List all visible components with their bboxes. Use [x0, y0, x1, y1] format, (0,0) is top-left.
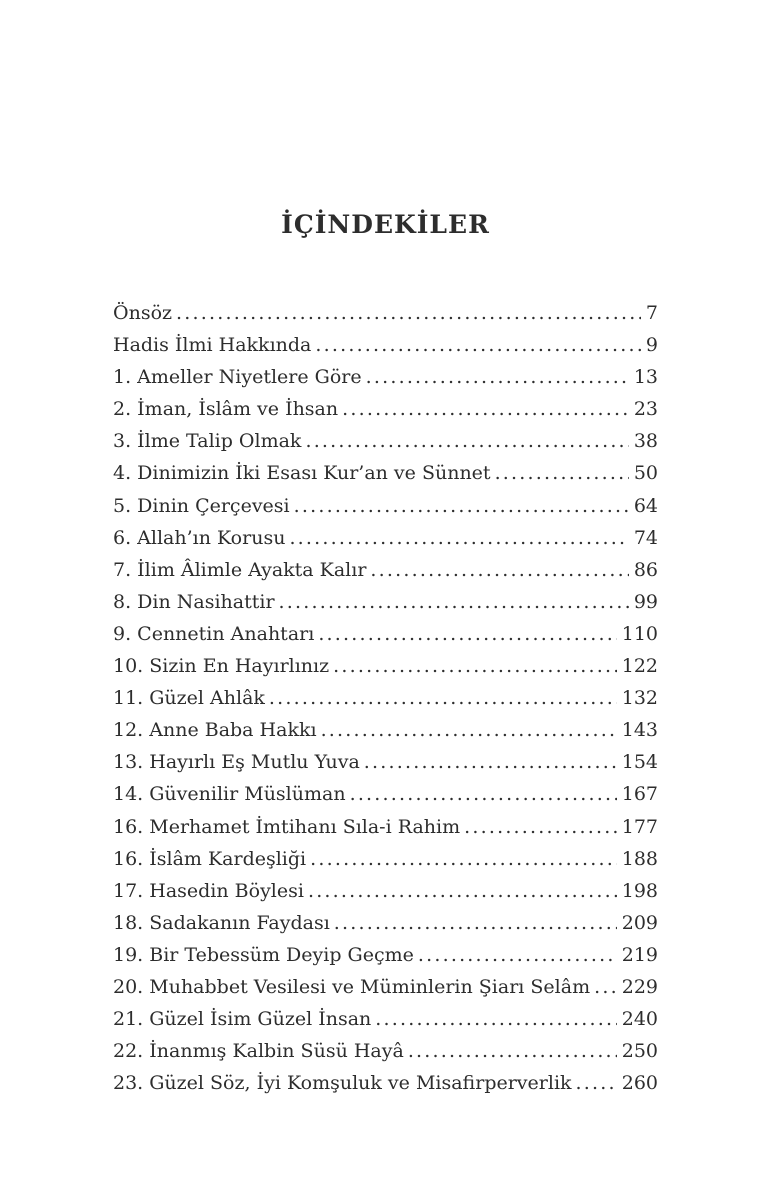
toc-entry: [113, 971, 658, 1003]
toc-entry-label: 16. Merhamet İmtihanı Sıla-i Rahim: [113, 815, 461, 838]
toc-entry-page: 219: [621, 943, 658, 966]
toc-entry: [113, 586, 658, 618]
toc-entry-page: 23: [633, 398, 658, 421]
toc-entry-page: 38: [633, 430, 658, 453]
toc-entry-page: 188: [621, 847, 658, 870]
toc-entry: [113, 1067, 658, 1099]
toc-entry: [113, 297, 658, 329]
toc-entry-label: 20. Muhabbet Vesilesi ve Müminlerin Şiarı Selâm: [113, 975, 591, 998]
toc-entry-page: 209: [621, 911, 658, 934]
toc-entry: [113, 714, 658, 746]
toc-entry-page: 167: [621, 783, 658, 806]
toc-entry-label: 8. Din Nasihattir: [113, 590, 275, 613]
toc-entry-label: Hadis İlmi Hakkında: [113, 334, 312, 357]
dot-leader: [310, 843, 617, 875]
toc-entry: [113, 393, 658, 425]
dot-leader: [318, 618, 616, 650]
dot-leader: [333, 650, 617, 682]
dot-leader: [464, 811, 617, 843]
toc-entry: [113, 361, 658, 393]
toc-entry-page: 86: [633, 558, 658, 581]
toc-entry: [113, 1003, 658, 1035]
dot-leader: [269, 682, 617, 714]
toc-entry-label: 18. Sadakanın Faydası: [113, 911, 330, 934]
toc-entry-page: 9: [645, 334, 658, 357]
toc-entry-label: 21. Güzel İsim Güzel İnsan: [113, 1008, 372, 1031]
toc-entry: [113, 1035, 658, 1067]
toc-entry: [113, 522, 658, 554]
dot-leader: [342, 393, 629, 425]
toc-entry-page: 99: [633, 590, 658, 613]
dot-leader: [321, 714, 617, 746]
toc-entry-label: Önsöz: [113, 302, 173, 324]
toc-entry-label: 3. İlme Talip Olmak: [113, 430, 302, 453]
toc-entry-page: 143: [621, 719, 658, 742]
toc-entry-page: 260: [621, 1072, 658, 1095]
toc-entry-label: 9. Cennetin Anahtarı: [113, 622, 315, 645]
toc-entry-page: 64: [633, 494, 658, 517]
page-title: İÇİNDEKİLER: [281, 210, 490, 239]
toc-entry-label: 12. Anne Baba Hakkı: [113, 719, 317, 742]
dot-leader: [305, 425, 628, 457]
toc-entry-page: 7: [645, 302, 658, 324]
toc-list: [113, 297, 658, 1099]
dot-leader: [315, 329, 641, 361]
toc-entry: [113, 457, 658, 489]
toc-entry-label: 14. Güvenilir Müslüman: [113, 783, 346, 806]
toc-entry-label: 22. İnanmış Kalbin Süsü Hayâ: [113, 1040, 404, 1063]
toc-entry: [113, 618, 658, 650]
dot-leader: [308, 875, 617, 907]
toc-entry: [113, 554, 658, 586]
toc-entry-page: 177: [621, 815, 658, 838]
dot-leader: [594, 971, 617, 1003]
toc-entry: [113, 907, 658, 939]
toc-entry: [113, 682, 658, 714]
toc-entry-label: 2. İman, İslâm ve İhsan: [113, 398, 339, 421]
dot-leader: [294, 490, 629, 522]
toc-entry: [113, 875, 658, 907]
dot-leader: [279, 586, 629, 618]
dot-leader: [370, 554, 628, 586]
toc-entry: [113, 939, 658, 971]
toc-entry-label: 5. Dinin Çerçevesi: [113, 494, 290, 517]
toc-entry-page: 74: [633, 526, 658, 549]
toc-entry-page: 198: [621, 879, 658, 902]
toc-entry: [113, 778, 658, 810]
toc-entry-page: 229: [621, 975, 658, 998]
toc-entry: [113, 843, 658, 875]
dot-leader: [375, 1003, 616, 1035]
toc-entry-label: 13. Hayırlı Eş Mutlu Yuva: [113, 751, 360, 774]
dot-leader: [408, 1035, 617, 1067]
toc-entry-label: 4. Dinimizin İki Esası Kur’an ve Sünnet: [113, 462, 491, 485]
toc-entry-page: 132: [621, 687, 658, 710]
toc-entry: [113, 811, 658, 843]
toc-entry: [113, 746, 658, 778]
toc-entry: [113, 490, 658, 522]
toc-entry-label: 6. Allah’ın Korusu: [113, 526, 286, 549]
dot-leader: [334, 907, 617, 939]
toc-entry: [113, 650, 658, 682]
dot-leader: [576, 1067, 617, 1099]
toc-entry-page: 154: [621, 751, 658, 774]
dot-leader: [418, 939, 617, 971]
toc-entry-label: 10. Sizin En Hayırlınız: [113, 655, 330, 678]
dot-leader: [289, 522, 628, 554]
toc-entry-label: 11. Güzel Ahlâk: [113, 687, 265, 710]
toc-entry-label: 17. Hasedin Böylesi: [113, 879, 304, 902]
toc-entry-page: 240: [621, 1008, 658, 1031]
dot-leader: [350, 778, 617, 810]
toc-entry-page: 110: [621, 622, 658, 645]
toc-entry-label: 23. Güzel Söz, İyi Komşuluk ve Misafirperverlik: [113, 1072, 572, 1095]
dot-leader: [366, 361, 629, 393]
toc-entry-page: 13: [633, 366, 658, 389]
toc-entry: [113, 425, 658, 457]
toc-entry-page: 250: [621, 1040, 658, 1063]
toc-entry-label: 1. Ameller Niyetlere Göre: [113, 366, 362, 389]
toc-entry-label: 16. İslâm Kardeşliği: [113, 847, 307, 870]
toc-entry: [113, 329, 658, 361]
toc-entry-page: 122: [621, 655, 658, 678]
toc-entry-label: 7. İlim Âlimle Ayakta Kalır: [113, 558, 367, 581]
toc-entry-label: 19. Bir Tebessüm Deyip Geçme: [113, 943, 414, 966]
dot-leader: [495, 457, 629, 489]
dot-leader: [176, 297, 641, 329]
toc-entry-page: 50: [633, 462, 658, 485]
dot-leader: [364, 746, 617, 778]
